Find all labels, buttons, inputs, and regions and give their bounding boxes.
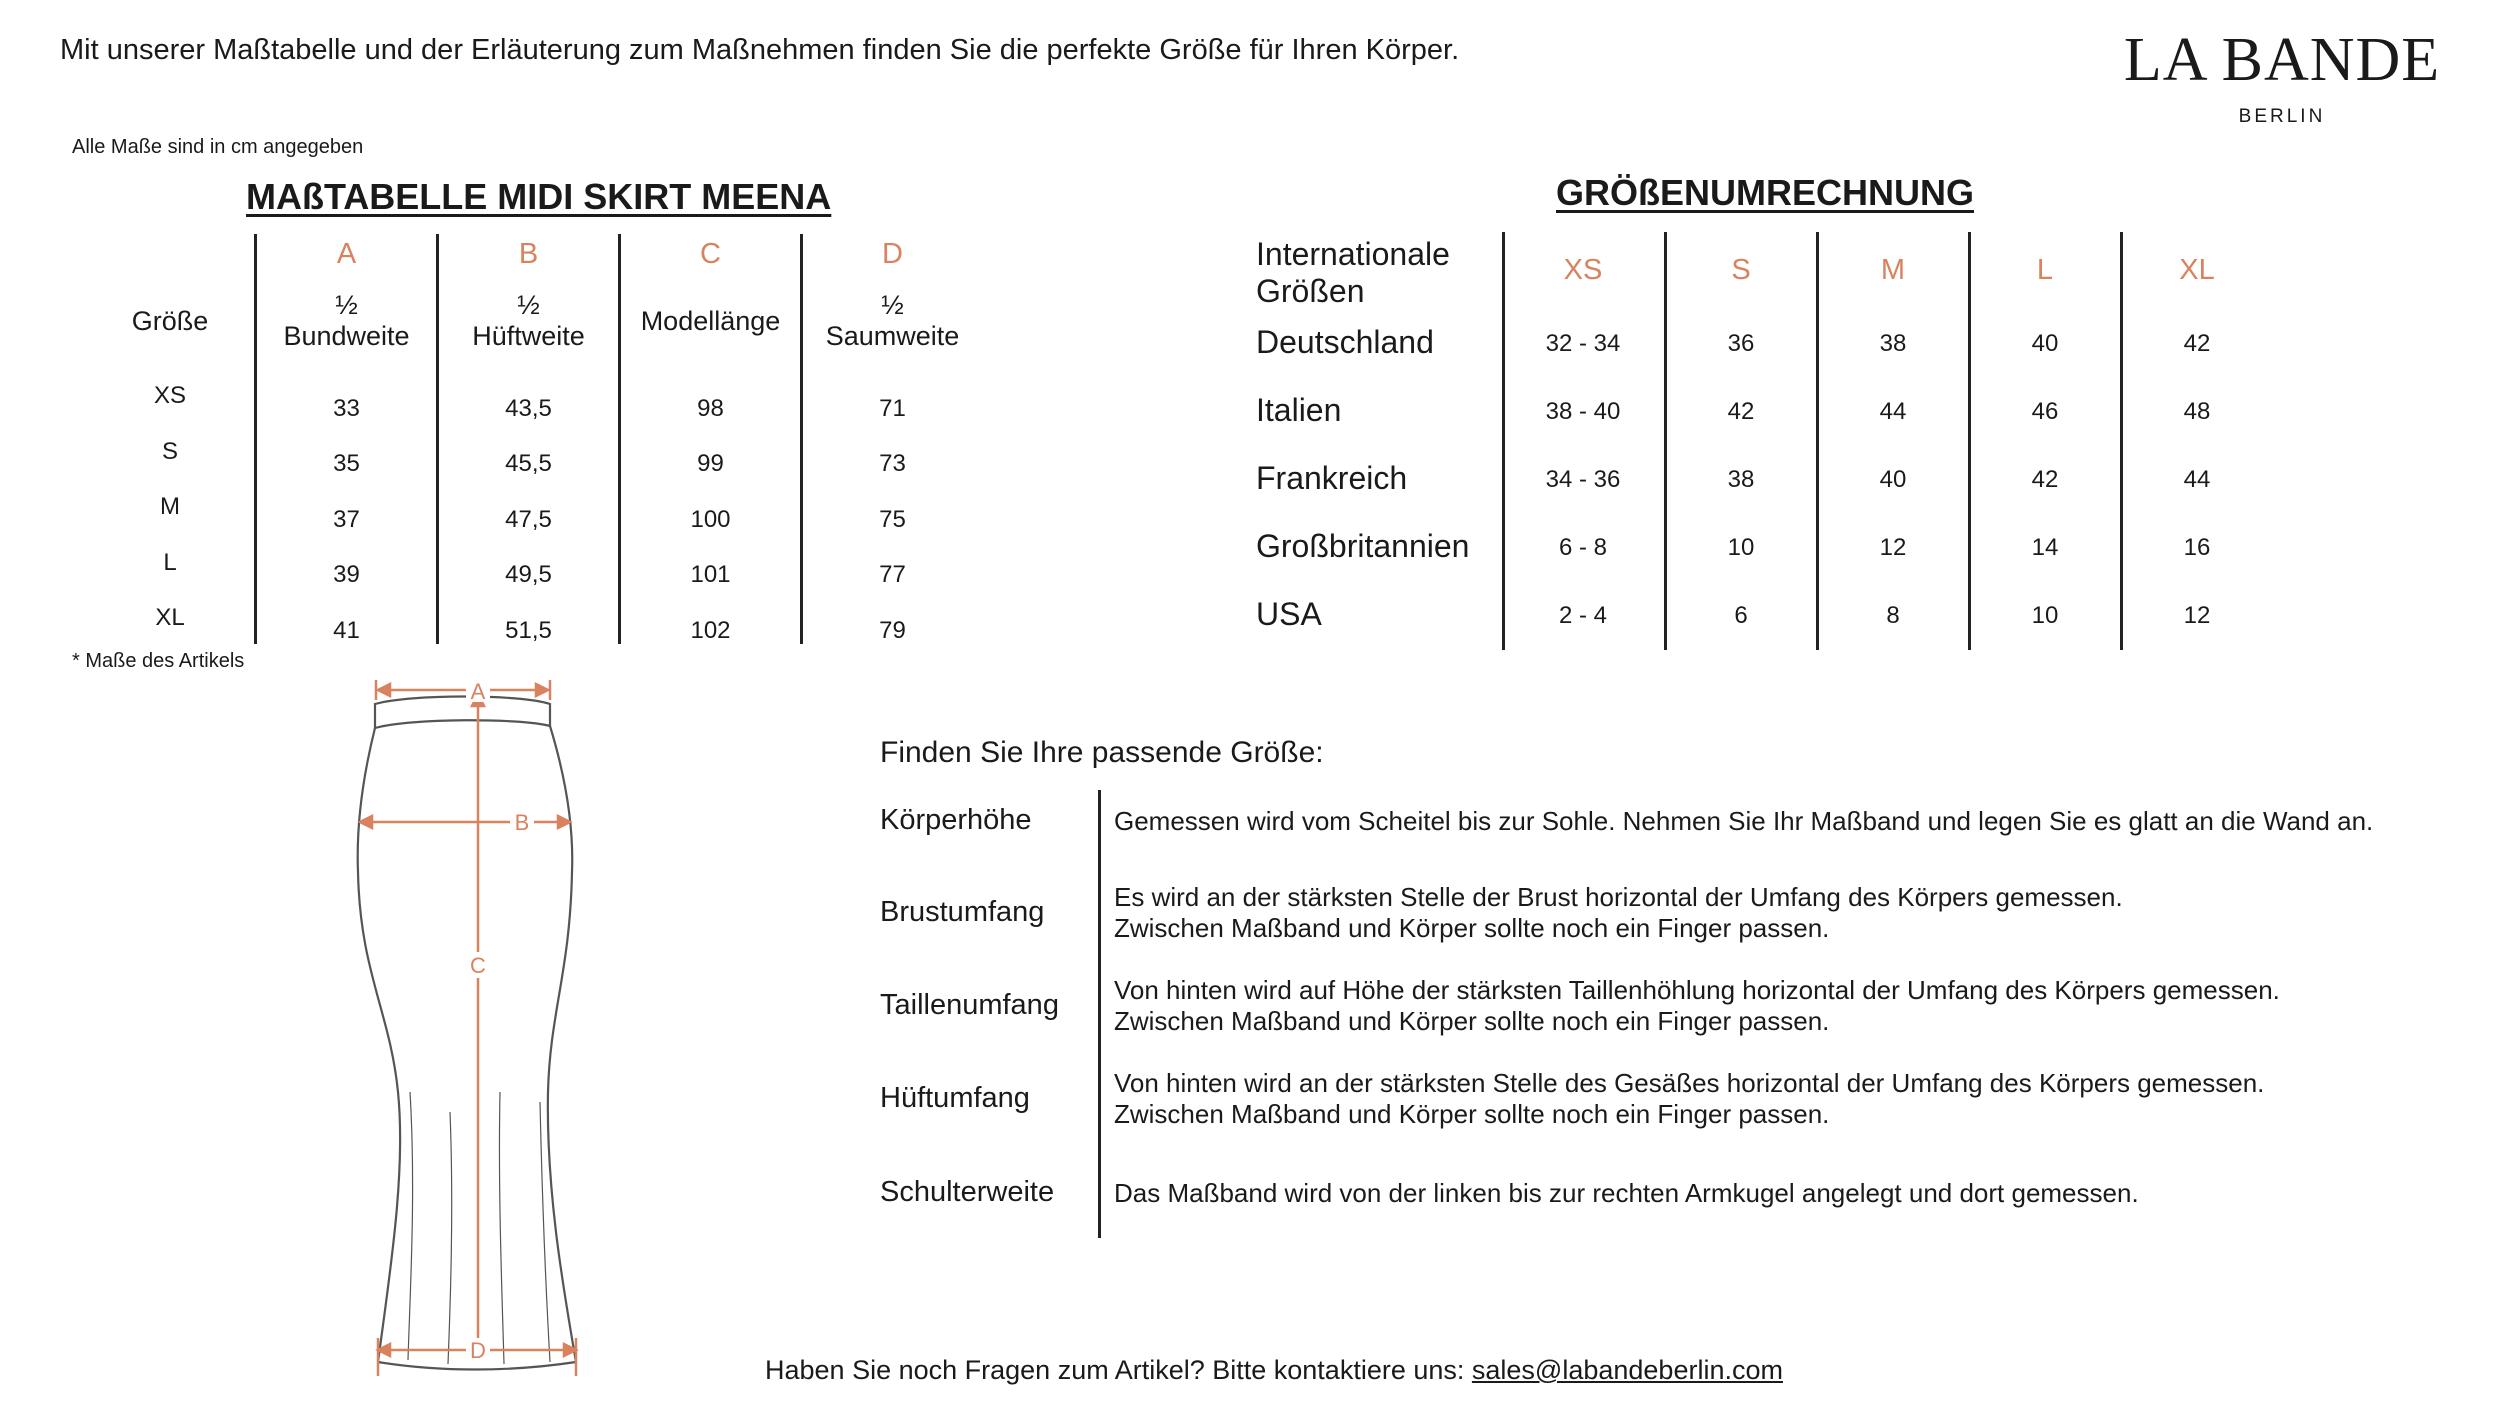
header-line-1: ½ <box>881 290 904 320</box>
size-label: S <box>1731 254 1751 286</box>
value-cell: 43,5 <box>505 395 552 422</box>
contact-email-link[interactable]: sales@labandeberlin.com <box>1471 1355 1783 1385</box>
logo-name: LA BANDE <box>2123 26 2441 94</box>
value-cell: 42 <box>2183 330 2211 357</box>
contact-footer <box>765 1355 1783 1386</box>
column-letter: B <box>518 238 539 270</box>
skirt-outline <box>358 697 576 1370</box>
header-label-2: Größen <box>1256 273 1365 309</box>
measure-label-c: C <box>470 953 486 978</box>
measure-label-d: D <box>470 1338 486 1363</box>
size-table <box>90 230 1010 650</box>
column-letter: D <box>882 238 903 270</box>
guide-label: Schulterweite <box>880 1176 1055 1208</box>
value-cell: 16 <box>2183 534 2211 561</box>
value-cell: 102 <box>690 617 731 644</box>
column-header <box>803 290 982 352</box>
conversion-column-s <box>1666 232 1816 652</box>
brand-logo <box>2102 28 2462 128</box>
value-cell: 77 <box>879 561 906 588</box>
size-label: L <box>2036 254 2054 286</box>
value-cell: 46 <box>2031 398 2059 425</box>
measure-label-a: A <box>470 679 486 704</box>
value-cell: 44 <box>2183 466 2211 493</box>
size-xl: XL <box>155 604 185 631</box>
table-divider <box>1502 232 1505 650</box>
guide-title: Finden Sie Ihre passende Größe: <box>880 736 1324 769</box>
country-label: Deutschland <box>1256 324 1434 360</box>
value-cell: 48 <box>2183 398 2211 425</box>
value-cell: 41 <box>333 617 360 644</box>
guide-divider <box>1098 790 1101 1238</box>
value-cell: 44 <box>1879 398 1907 425</box>
conversion-column-l <box>1970 232 2120 652</box>
measure-lines <box>360 680 576 1376</box>
value-cell: 42 <box>1727 398 1755 425</box>
header-line-2: Saumweite <box>825 321 960 351</box>
size-xs: XS <box>153 382 186 409</box>
country-label: USA <box>1256 596 1322 632</box>
column-header: Modellänge <box>640 306 781 336</box>
guide-text <box>1114 882 2123 944</box>
header-line-2: Bundweite <box>283 321 410 351</box>
value-cell: 100 <box>690 506 731 533</box>
guide-text <box>1114 1178 2139 1209</box>
value-cell: 32 - 34 <box>1545 330 1621 357</box>
size-label: XS <box>1563 254 1603 286</box>
column-header <box>439 290 618 352</box>
value-cell: 34 - 36 <box>1545 466 1621 493</box>
country-label: Großbritannien <box>1256 528 1470 564</box>
article-footnote: * Maße des Artikels <box>72 650 245 672</box>
value-cell: 51,5 <box>505 617 552 644</box>
value-cell: 37 <box>333 506 360 533</box>
value-cell: 14 <box>2031 534 2059 561</box>
skirt-diagram <box>350 672 610 1382</box>
footer-text: Haben Sie noch Fragen zum Artikel? Bitte kontaktiere uns: <box>765 1355 1472 1385</box>
guide-line: Gemessen wird vom Scheitel bis zur Sohle. Nehmen Sie Ihr Maßband und legen Sie es glatt an die Wand an. <box>1114 806 2374 836</box>
guide-line: Zwischen Maßband und Körper sollte noch ein Finger passen. <box>1114 1099 1830 1129</box>
header-label <box>1256 236 1450 310</box>
guide-label: Brustumfang <box>880 896 1045 928</box>
column-letter: C <box>700 238 721 270</box>
guide-text <box>1114 806 2373 837</box>
value-cell: 12 <box>2183 602 2211 629</box>
guide-text <box>1114 1068 2264 1130</box>
column-header <box>257 290 436 352</box>
size-s: S <box>161 438 178 465</box>
value-cell: 36 <box>1727 330 1755 357</box>
column-letter: A <box>336 238 357 270</box>
guide-line: Von hinten wird an der stärksten Stelle des Gesäßes horizontal der Umfang des Körpers gemessen. <box>1114 1068 2265 1098</box>
guide-text <box>1114 975 2280 1037</box>
size-m: M <box>160 493 180 520</box>
size-header: Größe <box>131 306 209 336</box>
value-cell: 8 <box>1886 602 1900 629</box>
value-cell: 75 <box>879 506 906 533</box>
value-cell: 10 <box>1727 534 1755 561</box>
guide-label: Körperhöhe <box>880 804 1032 836</box>
country-label: Frankreich <box>1256 460 1408 496</box>
conversion-column-xl <box>2122 232 2272 652</box>
unit-note: Alle Maße sind in cm angegeben <box>72 136 364 158</box>
conversion-table <box>1250 232 2250 652</box>
measure-label-b: B <box>514 810 530 835</box>
value-cell: 33 <box>333 395 360 422</box>
logo-city: BERLIN <box>2238 106 2326 127</box>
measuring-guide <box>880 790 2460 1240</box>
guide-line: Zwischen Maßband und Körper sollte noch ein Finger passen. <box>1114 1006 1830 1036</box>
country-label: Italien <box>1256 392 1342 428</box>
conversion-title: GRÖßENUMRECHNUNG <box>1556 172 1974 213</box>
guide-label: Taillenumfang <box>880 989 1059 1021</box>
size-label: XL <box>2179 254 2215 286</box>
value-cell: 99 <box>697 450 724 477</box>
guide-line: Von hinten wird auf Höhe der stärksten Taillenhöhlung horizontal der Umfang des Körpers gemessen. <box>1114 975 2280 1005</box>
header-line-2: Hüftweite <box>472 321 585 351</box>
value-cell: 6 <box>1734 602 1748 629</box>
value-cell: 101 <box>690 561 731 588</box>
value-cell: 38 - 40 <box>1545 398 1621 425</box>
value-cell: 79 <box>879 617 906 644</box>
conversion-column-xs <box>1508 232 1658 652</box>
intro-text: Mit unserer Maßtabelle und der Erläuterung zum Maßnehmen finden Sie die perfekte Größe für Ihren Körper. <box>60 34 1460 66</box>
header-label-1: Internationale <box>1256 236 1450 272</box>
value-cell: 6 - 8 <box>1558 534 1608 561</box>
column-d <box>803 230 982 650</box>
size-table-title: MAßTABELLE MIDI SKIRT MEENA <box>246 176 832 217</box>
value-cell: 47,5 <box>505 506 552 533</box>
guide-label: Hüftumfang <box>880 1082 1030 1114</box>
column-b <box>439 230 618 650</box>
value-cell: 38 <box>1727 466 1755 493</box>
header-line-1: ½ <box>517 290 540 320</box>
header-line-1: ½ <box>335 290 358 320</box>
value-cell: 35 <box>333 450 360 477</box>
guide-line: Zwischen Maßband und Körper sollte noch ein Finger passen. <box>1114 913 1830 943</box>
value-cell: 45,5 <box>505 450 552 477</box>
value-cell: 71 <box>879 395 906 422</box>
value-cell: 49,5 <box>505 561 552 588</box>
value-cell: 42 <box>2031 466 2059 493</box>
value-cell: 39 <box>333 561 360 588</box>
column-c <box>621 230 800 650</box>
size-l: L <box>163 549 177 576</box>
value-cell: 2 - 4 <box>1558 602 1608 629</box>
value-cell: 73 <box>879 450 906 477</box>
guide-line: Das Maßband wird von der linken bis zur rechten Armkugel angelegt und dort gemessen. <box>1114 1178 2139 1208</box>
value-cell: 40 <box>1879 466 1907 493</box>
conversion-column-m <box>1818 232 1968 652</box>
value-cell: 40 <box>2031 330 2059 357</box>
value-cell: 98 <box>697 395 724 422</box>
value-cell: 38 <box>1879 330 1907 357</box>
size-column <box>90 230 250 650</box>
value-cell: 10 <box>2031 602 2059 629</box>
size-label: M <box>1880 254 1906 286</box>
column-a <box>257 230 436 650</box>
value-cell: 12 <box>1879 534 1907 561</box>
guide-line: Es wird an der stärksten Stelle der Brust horizontal der Umfang des Körpers gemessen. <box>1114 882 2123 912</box>
